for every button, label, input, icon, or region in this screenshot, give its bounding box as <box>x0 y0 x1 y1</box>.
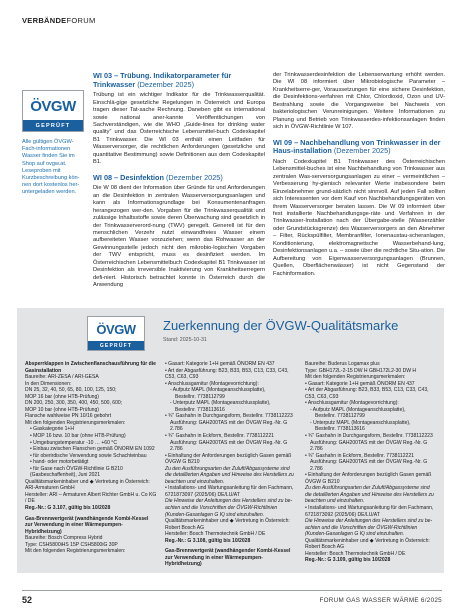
cert-line: • Art der Abgasführung: B23, B33, B53, C13, C33, C43, C53, C63, C93 <box>305 387 429 400</box>
logo-text: ÖVGW <box>30 97 76 115</box>
article-column-1 <box>93 72 265 297</box>
page-number: 52 <box>22 595 33 605</box>
paragraph: Die W 08 dient der Information über Gründe für und Anforderungen an die Desinfektion in zentralen Wasserversorgungsanlagen und kann als Informationsgrundlage bei Konsumentenanfragen herangezogen wer-den. Vorgaben für die Trinkwasserqualität und zulässige Inhaltsstoffe sowie deren Überwachung sind gesetzlich in der Trinkwasserverord-nung (TWV) geregelt. Generell ist für den menschlichen Verzehr nutzt einwandfreies Wasser einem aufbereiteten Wasser vorzuziehen; wenn das Rohwasser an der Gewinnungsstelle jedoch nicht den mikrobio-logischen Vorgaben der TWV entspricht, muss es desinfiziert werden. Im Österreichischen Lebensmittelbuch Codexkapitel B1 Trinkwasser ist Desinfektion als irreversible Inaktivierung von Krankheitserregern defi-niert. Historisch betrachtet konnte in Österreich durch die Anwendung <box>93 185 265 289</box>
cert-line: • Umgebungstemperatur -10 … +60 °C <box>30 439 117 446</box>
cert-line: • Gaskategorie 1+H <box>30 426 74 433</box>
sidebar-note: Alle gültigen ÖVGW-Fach-informationen Wasser finden Sie im Shop auf ovgw.at. Leseproben mit Kurzbeschreibung kön-nen dort kostenlos her-untergeladen werden. <box>22 139 80 196</box>
cert-line: Mit den folgenden Registrierungsmerkmalen: <box>25 548 126 555</box>
cert-line: Robert Bosch AG <box>305 544 344 551</box>
cert-column-1 <box>25 361 157 555</box>
ovgw-logo <box>22 90 84 132</box>
header-thin: FORUM <box>66 16 96 25</box>
certification-box <box>17 308 444 573</box>
section-title-text: WI 08 – Desinfektion <box>93 172 166 182</box>
section-title-text: WI 09 – Nachbehandlung von Trinkwasser in der Haus-installation <box>273 137 441 156</box>
cert-line: Gas-Brennwertgerät (wandhängender Kombi-Kessel zur Verwendung in einer Wärmepumpen-Hybridheizung) <box>165 548 291 568</box>
cert-line: Baureihe: Buderus Logamax plus <box>305 361 380 367</box>
cert-line: - Unterputz MAPL (Montageanschlussplatte), <box>170 400 271 407</box>
cert-line: Die Hinweise der Anleitungen des Herstellers sind zu be-achten und die Vorschriften der ÖVGW-Richtlinien (Kunden-Gasanlagen G K) sind einzuhalten. <box>305 518 433 538</box>
cert-line: Bestellnr. 7738113616 <box>175 406 225 413</box>
cert-line: • Einhaltung der Anforderungen bezüglich Gasen gemäß ÖVGW G B210 <box>305 472 432 485</box>
section-title <box>93 174 265 183</box>
section-title-text: WI 03 – Trübung. Indikatorparameter für Trinkwasser <box>93 71 232 89</box>
cert-line: Gas-Brennwertgerät (wandhängende Kombi-Kessel zur Verwendung in einer Wärmepumpen-Hybridheizung) <box>25 515 149 535</box>
cert-line: MOP 10 bar (ohne HTB-Prüfung) <box>25 406 99 413</box>
cert-line: Die Hinweise der Anleitungen des Herstellers sind zu be-achten und die Vorschriften der ÖVGW-Richtlinien (Kunden-Gasanlagen G K) sind einzuhalten. <box>165 498 293 518</box>
cert-line: Type: CSH5800iHS 15P CSH5800iG 30P <box>25 541 118 548</box>
cert-line: Hersteller: ARI – Armaturen Albert Richter GmbH u. Co KG / DE <box>25 491 157 505</box>
cert-line: Bestellnr. 7738112799 <box>315 413 365 420</box>
logo-sub: GEPRÜFT <box>23 120 83 131</box>
section-title <box>93 72 265 89</box>
cert-line: • für Gase nach ÖVGW-Richtlinie G B210 (Gasbeschaffenheit), Juni 2021 <box>30 465 123 479</box>
cert-line: Flansche wahlweise PN 10/16 gebohrt <box>25 413 112 420</box>
cert-logo-sub: GEPRÜFT <box>88 341 144 350</box>
magazine-issue: FORUM GAS WASSER WÄRME 6/2025 <box>319 597 442 604</box>
paragraph: Trübung ist ein wichtiger Indikator für die Trinkwasserqualität. Einschlä-gige gesetzliche Regelungen in Österreich und Europa tragen dieser Tat-sache Rechnung. Daneben gibt es international sowie national aner-kannte Veröffentlichungen von Sachverständigen, wie die WHO „Guide-lines for drinking water quality“ und das Österreichische Lebensmittel-buch Codexkapitel B1 Trinkwasser. Die WI 03 enthält einen Leitfaden für Wasserversorger, die rechtlichen Anforderungen (gesetzliche und quantitative Bestimmung) sowie Definitionen aus dem Codexkapitel B1. <box>93 92 265 166</box>
sidebar <box>22 90 84 197</box>
cert-line: - Aufputz MAPL (Montageanschlussplatte), <box>310 406 406 413</box>
cert-line: Bestellnr. 7738112799 <box>175 393 225 400</box>
cert-line: DN 200, 250, 300, 350, 400, 450, 500, 600; <box>25 400 123 407</box>
cert-line: Hersteller: Bosch Thermotechnik GmbH / DE <box>165 531 266 538</box>
cert-line: Zu den Ausführungsarten der Zuluft/Abgassysteme sind die detaillierten Angaben und Hinweise des Herstellers zu beachten und einzuhalten. <box>305 485 434 505</box>
cert-line: • ¾" Gashahn in Durchgangsform, Bestellnr. 7738112223 <box>165 413 293 420</box>
cert-line: Robert Bosch AG <box>165 524 204 531</box>
page-footer <box>22 590 442 605</box>
cert-line: Bestellnr. 7738113616 <box>315 426 365 433</box>
cert-title: Zuerkennung der ÖVGW-Qualitätsmarke <box>163 318 399 333</box>
cert-line: DN 25, 32, 40, 50, 65, 80, 100, 125, 150; <box>25 387 117 394</box>
cert-line: Ausführung: GAH200TAS mit der ÖVGW Reg.-Nr. G 2.786 <box>310 459 428 472</box>
cert-line: Ausführung: GAH200TAS mit der ÖVGW Reg.-Nr. G 2.786 <box>170 439 288 453</box>
cert-line: • Einbau zwischen Flanschen gemäß ÖNORM EN 1092 <box>30 446 155 453</box>
cert-line: • ¾" Gashahn in Durchgangsform, Bestellnr. 7738112223 <box>305 433 433 440</box>
cert-line: Absperrklappen in Zwischenflanschausführung für die Gasinstallation <box>25 361 156 374</box>
cert-line: Reg.-Nr.: G 3.108, gültig bis 10/2028 <box>165 537 251 544</box>
cert-line: Qualitätsmarkeninhaber und ◆ Vertretung in Österreich: <box>25 478 150 485</box>
cert-line: • ¾" Gashahn in Eckform, Bestellnr. 7738112221 <box>305 452 414 459</box>
cert-line: • Anschlussgarnitur (Montagevorrichtung): <box>305 400 399 407</box>
cert-logo-text: ÖVGW <box>96 321 136 337</box>
cert-line: - Unterputz MAPL (Montageanschlussplatte), <box>310 419 411 426</box>
cert-line: Type: GBH172L-2-15 DW H GBH172L2-30 DW H <box>305 367 417 374</box>
cert-line: Qualitätsmarkeninhaber und ◆ Vertretung in Österreich: <box>305 537 430 544</box>
cert-line: • Einhaltung der Anforderungen bezüglich Gasen gemäß ÖVGW G B210 <box>165 452 292 466</box>
article-column-2 <box>273 72 445 285</box>
cert-line: • ¾" Gashahn in Eckform, Bestellnr. 7738112221 <box>165 433 274 440</box>
section-date: (Dezember 2025) <box>166 172 223 182</box>
cert-line: Reg.-Nr.: G 3.107, gültig bis 10/2028 <box>25 505 111 512</box>
paragraph: der Trinkwasserdesinfektion die Lebenserwartung erhöht werden. Die WI 08 informiert über Mikrobiologische Parameter – Krankheitserre-ger, Voraussetzungen für eine sichere Desinfektion, die Desinfektions-verfahren mit Chlor, Chlordioxid, Ozon und UV-Bestrahlung sowie die Vorgangsweise bei Nachweis von bakteriologischen Verunreinigungen. Weitere Informationen zu Planung und Betrieb von Trinkwasserdes-infektionsanlagen finden sich in ÖVGW-Richtlinie W 107. <box>273 72 445 131</box>
cert-line: Zu den Ausführungsarten der Zuluft/Abgassysteme sind die detaillierten Angaben und Hinweise des Herstellers zu beachten und einzuhalten. <box>165 465 294 485</box>
cert-line: • Gasart: Kategorie 1+H gemäß ÖNORM EN 437 <box>165 361 275 367</box>
section-header <box>22 16 96 25</box>
cert-line: Mit den folgenden Registrierungsmerkmalen: <box>25 419 126 426</box>
section-date: (Dezember 2025) <box>137 79 194 89</box>
paragraph: Nach Codexkapitel B1 Trinkwasser des Österreichischen Lebensmittel-buches ist eine Nachbehandlung von Trinkwasser aus zentralen Was-serversorgungsanlagen zu einer – vermeintlichen – Verbesserung hy-gienisch relevanter Werte insbesondere beim Einzelabnehmer grund-sätzlich nicht sinnvoll. Auf jeden Fall sollten sich Interessenten vor dem Kauf von Nachbehandlungsgeräten von ihrem Wasserversorger beraten lassen. Die W 09 informiert über fest installierte Nachbehandlungsge-räte und Verfahren in der Trinkwasser-Installation nach der Übergabe-stelle (Wasserzähler oder Grundstücksgrenze) des Wasserversorgers an den Abnehmer – Filter, Rückspülfilter, Membranfilter, Ionenaustau-scheranlagen, Konditionierung, elektromagnetische Wasserbehand-lung, Desinfektionsanlagen u.a. – sowie über die rechtliche Situ-ation. Die Aufbereitung von Eigenwasserversorgungsanlagen (Brunnen, Quellen, Oberflächenwässer) ist nicht Gegenstand der Fachinformation. <box>273 158 445 277</box>
cert-line: • Installations- und Wartungsanleitung für den Fachmann, 6721873097 (2025/06) DE/LU/AT <box>165 485 294 498</box>
cert-line: Mit den folgenden Registrierungsmerkmalen: <box>305 374 406 381</box>
cert-line: In den Dimensionen: <box>25 380 72 387</box>
cert-line: Ausführung: GAH200TAS mit der ÖVGW Reg.-Nr. G 2.786 <box>310 439 428 453</box>
cert-line: • für oberirdische Verwendung sowie Schachteinbau <box>30 452 147 459</box>
cert-line: • Art der Abgasführung: B23, B33, B53, C13, C33, C43, C53, C63, C93 <box>165 367 289 381</box>
cert-line: • Gasart: Kategorie 1+H gemäß ÖNORM EN 437 <box>305 380 415 387</box>
cert-line: Baureihe: Bosch Compress Hybrid <box>25 535 103 542</box>
cert-line: Hersteller: Bosch Thermotechnik GmbH / DE <box>305 550 406 557</box>
cert-column-3 <box>305 361 437 564</box>
cert-line: - Aufputz MAPL (Montageanschlussplatte), <box>170 387 266 394</box>
cert-stand: Stand: 2025-10-31 <box>163 337 207 343</box>
cert-line: Reg.-Nr.: G 3.109, gültig bis 10/2028 <box>305 557 391 564</box>
cert-line: Ausführung: GAH200TAS mit der ÖVGW Reg.-Nr. G 2.786 <box>170 419 288 433</box>
cert-line: Qualitätsmarkeninhaber und ◆ Vertretung in Österreich: <box>165 518 290 525</box>
cert-column-2 <box>165 361 297 568</box>
section-title <box>273 139 445 156</box>
cert-line: Baureihe: ARI-ZESA / ARI-GESA <box>25 374 99 381</box>
cert-line: • Installations- und Wartungsanleitung für den Fachmann, 6721873092 (2025/06) DE/LU/AT <box>305 505 434 518</box>
section-date: (Dezember 2025) <box>333 146 391 156</box>
header-bold: VERBÄNDE <box>22 16 67 25</box>
cert-line: • hand- oder motorbetätigt <box>30 459 89 466</box>
cert-line: MOP 16 bar (ohne HTB-Prüfung) <box>25 393 99 400</box>
cert-logo <box>87 316 145 351</box>
cert-line: ARI-Armaturen GmbH <box>25 485 75 492</box>
cert-line: • Anschlussgarnitur (Montagevorrichtung): <box>165 380 259 387</box>
cert-line: • MOP 16 bzw. 10 bar (ohne HTB-Prüfung) <box>30 433 126 440</box>
